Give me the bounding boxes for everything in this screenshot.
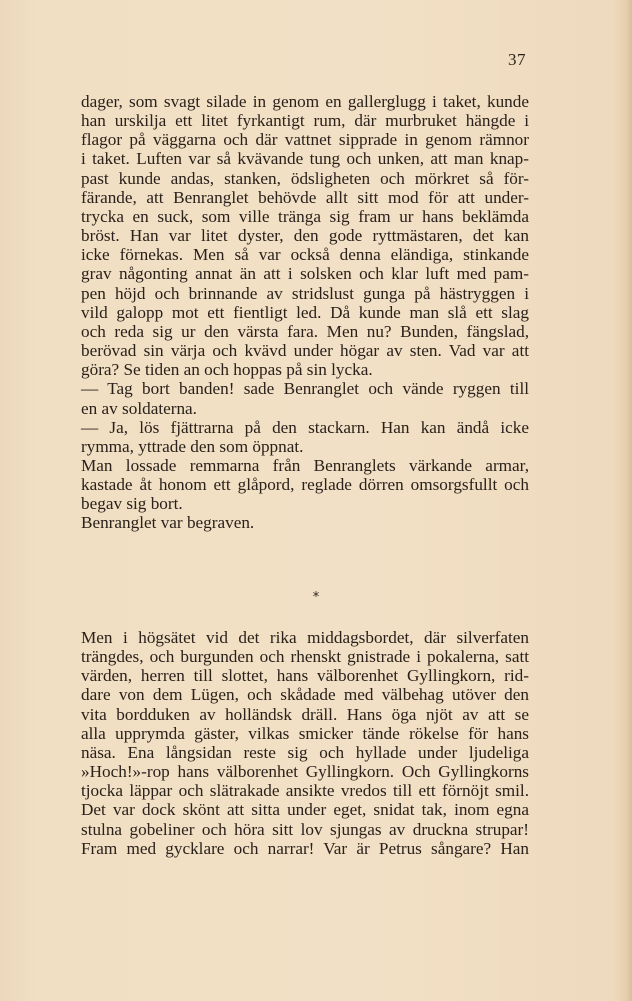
text-block-1 bbox=[81, 92, 529, 533]
text-line: i taket. Luften var så kvävande tung och unken, att man knap- bbox=[81, 149, 529, 169]
text-line: Det var dock skönt att sitta under eget, snidat tak, inom egna bbox=[81, 800, 529, 820]
text-line: göra? Se tiden an och hoppas på sin lycka. bbox=[81, 360, 373, 380]
text-line: dager, som svagt silade in genom en gallerglugg i taket, kunde bbox=[81, 92, 529, 111]
text-line: näsa. Ena långsidan reste sig och hyllade under ljudeliga bbox=[81, 742, 529, 762]
text-line: en av soldaterna. bbox=[81, 398, 197, 418]
text-line: berövad sin värja och kvävd under högar av sten. Vad var att bbox=[81, 341, 529, 361]
text-line: Fram med gycklare och narrar! Var är Petrus sångare? Han bbox=[81, 838, 529, 858]
text-line: vild galopp mot ett fientligt led. Då kunde man slå ett slag bbox=[81, 302, 529, 322]
text-line: Men i högsätet vid det rika middagsbordet, där silverfaten bbox=[81, 628, 529, 647]
text-line: tjocka läppar och slätrakade ansikte vredos till ett förnöjt smil. bbox=[81, 781, 529, 801]
text-line: alla upprymda gäster, vilkas smicker tände rökelse för hans bbox=[81, 723, 529, 743]
text-line: färande, att Benranglet behövde allt sitt mod för att under- bbox=[81, 187, 529, 207]
section-separator: * bbox=[312, 590, 320, 605]
text-line: vita bordduken av holländsk dräll. Hans öga njöt av att se bbox=[81, 704, 529, 724]
text-line: Benranglet var begraven. bbox=[81, 513, 255, 533]
text-line: kastade åt honom ett glåpord, reglade dörren omsorgsfullt och bbox=[81, 475, 529, 495]
text-line: begav sig bort. bbox=[81, 494, 183, 514]
text-line: och reda sig ur den värsta fara. Men nu? Bunden, fängslad, bbox=[81, 321, 529, 341]
text-line: trycka en suck, som ville tränga sig fram ur hans beklämda bbox=[81, 206, 529, 226]
text-block-2 bbox=[81, 628, 529, 858]
text-line: icke förnekas. Men så var också denna eländiga, stinkande bbox=[81, 245, 529, 265]
text-line: bröst. Han var litet dyster, den gode ryttmästaren, det kan bbox=[81, 226, 529, 246]
text-line: past kunde andas, stanken, ödsligheten och mörkret så för- bbox=[81, 168, 529, 188]
text-line: trängdes, och burgunden och rhenskt gnistrade i pokalerna, satt bbox=[81, 647, 529, 667]
text-line: »Hoch!»-rop hans välborenhet Gyllingkorn. Och Gyllingkorns bbox=[81, 762, 529, 782]
text-line: stulna gobeliner och höra sitt lov sjungas av druckna strupar! bbox=[81, 819, 529, 839]
text-line: Man lossade remmarna från Benranglets värkande armar, bbox=[81, 455, 529, 475]
text-line: värden, herren till slottet, hans välborenhet Gyllingkorn, rid- bbox=[81, 666, 529, 686]
text-line: flagor på väggarna och där vattnet sipprade in genom rämnor bbox=[81, 130, 529, 150]
text-line: han urskilja ett litet fyrkantigt rum, där murbruket hängde i bbox=[81, 111, 529, 131]
text-line: rymma, yttrade den som öppnat. bbox=[81, 436, 304, 456]
text-line: dare von dem Lügen, och skådade med välbehag utöver den bbox=[81, 685, 529, 705]
text-line: grav någonting annat än att i solsken och klar luft med pam- bbox=[81, 264, 529, 284]
page-edge bbox=[626, 0, 632, 1001]
page-number: 37 bbox=[508, 50, 526, 69]
text-line: pen höjd och brinnande av stridslust gunga på hästryggen i bbox=[81, 283, 529, 303]
text-line: — Tag bort banden! sade Benranglet och vände ryggen till bbox=[81, 379, 529, 399]
text-line: — Ja, lös fjättrarna på den stackarn. Han kan ändå icke bbox=[81, 417, 529, 437]
